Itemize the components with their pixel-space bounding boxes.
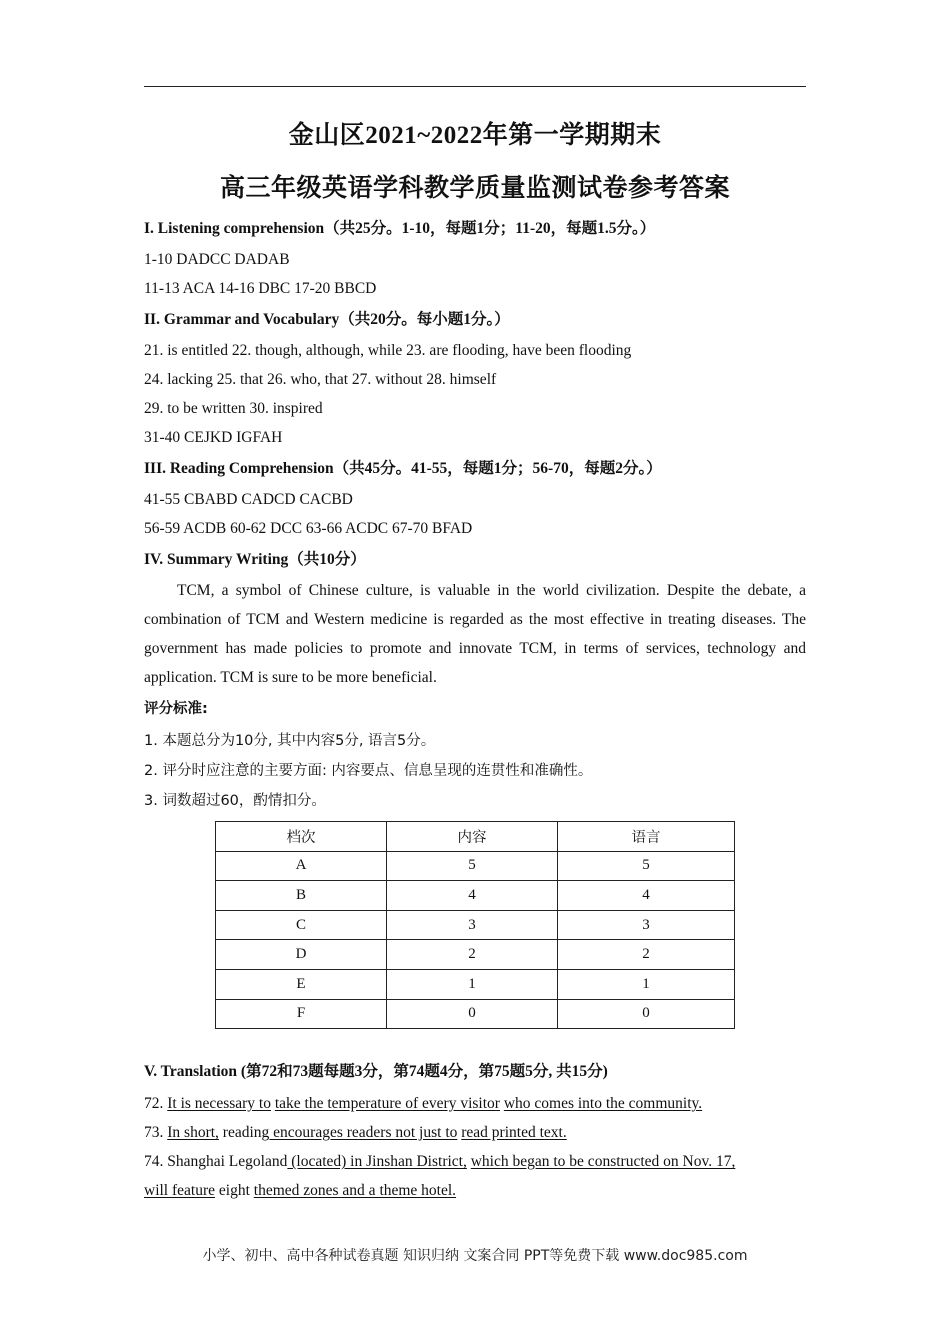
table-header-row (216, 822, 735, 852)
column-header-language: 语言 (558, 822, 735, 852)
table-cell: 1 (558, 969, 735, 999)
answer-line: 31-40 CEJKD IGFAH (144, 429, 283, 446)
grading-table (215, 821, 735, 1029)
plain-segment: eight (215, 1182, 254, 1199)
answer-line: 11-13 ACA 14-16 DBC 17-20 BBCD (144, 280, 377, 297)
section-2-heading: II. Grammar and Vocabulary（共20分。每小题1分。） (144, 311, 510, 328)
table-row (216, 940, 735, 970)
table-cell: 5 (558, 851, 735, 881)
answer-line: 21. is entitled 22. though, although, while 23. are flooding, have been flooding (144, 342, 632, 359)
answer-segment: will feature (144, 1182, 216, 1199)
answer-segment: It is necessary to (167, 1095, 271, 1112)
table-cell: 1 (387, 969, 558, 999)
answer-line: 56-59 ACDB 60-62 DCC 63-66 ACDC 67-70 BFAD (144, 520, 473, 537)
question-number: 73. (144, 1124, 168, 1141)
answer-line: 1-10 DADCC DADAB (144, 251, 290, 268)
section-1-heading: I. Listening comprehension（共25分。1-10，每题1分；11-20，每题1.5分。） (144, 220, 656, 237)
table-cell: D (216, 940, 387, 970)
translation-74-line2 (144, 1181, 806, 1201)
section-3-heading: III. Reading Comprehension（共45分。41-55，每题1分；56-70，每题2分。） (144, 460, 662, 477)
answer-segment: read printed text. (461, 1124, 567, 1141)
table-cell: 4 (387, 881, 558, 911)
column-header-grade: 档次 (216, 822, 387, 852)
question-number: 72. (144, 1095, 168, 1112)
answer-segment: take the temperature of every visitor (274, 1095, 500, 1112)
table-cell: 3 (387, 910, 558, 940)
table-cell: 5 (387, 851, 558, 881)
answer-line: 29. to be written 30. inspired (144, 400, 323, 417)
table-cell: 2 (558, 940, 735, 970)
question-number: 74. Shanghai Legoland (144, 1153, 288, 1170)
table-row (216, 881, 735, 911)
top-rule (144, 86, 806, 87)
page-subtitle: 高三年级英语学科教学质量监测试卷参考答案 (219, 175, 730, 202)
criteria-item: 3. 词数超过60，酌情扣分。 (144, 793, 326, 809)
table-cell: E (216, 969, 387, 999)
translation-73 (144, 1123, 806, 1143)
page-title: 金山区2021~2022年第一学期期末 (288, 122, 662, 149)
page-footer: 小学、初中、高中各种试卷真题 知识归纳 文案合同 PPT等免费下载 www.doc985.com (202, 1248, 748, 1264)
table-cell: B (216, 881, 387, 911)
table-cell: 4 (558, 881, 735, 911)
answer-segment: which began to be constructed on Nov. 17, (470, 1153, 736, 1170)
table-cell: A (216, 851, 387, 881)
answer-segment: themed zones and a theme hotel. (253, 1182, 457, 1199)
answer-segment: who comes into the community. (503, 1095, 703, 1112)
table-cell: 3 (558, 910, 735, 940)
table-row (216, 999, 735, 1029)
answer-segment: In short, (167, 1124, 219, 1141)
column-header-content: 内容 (387, 822, 558, 852)
table-cell: C (216, 910, 387, 940)
criteria-item: 1. 本题总分为10分, 其中内容5分, 语言5分。 (144, 733, 436, 749)
section-4-heading: IV. Summary Writing（共10分） (144, 551, 366, 568)
summary-paragraph: TCM, a symbol of Chinese culture, is valuable in the world civilization. Despite the debate, a combination of TCM and Western medicine is regarded as the most effective in treating diseases. The government has made policies to promote and innovate TCM, in terms of services, technology and application. TCM is sure to be more beneficial. (144, 582, 806, 686)
table-cell: F (216, 999, 387, 1029)
criteria-title: 评分标准: (144, 701, 208, 717)
table-row (216, 910, 735, 940)
answer-line: 41-55 CBABD CADCD CACBD (144, 491, 353, 508)
table-cell: 0 (558, 999, 735, 1029)
table-cell: 0 (387, 999, 558, 1029)
translation-72 (144, 1094, 806, 1114)
translation-74-line1 (144, 1152, 806, 1172)
answer-segment: g encourages readers not just to (261, 1124, 458, 1141)
table-row (216, 851, 735, 881)
answer-line: 24. lacking 25. that 26. who, that 27. without 28. himself (144, 371, 497, 388)
section-5-heading: V. Translation (第72和73题每题3分，第74题4分，第75题5分, 共15分) (144, 1063, 608, 1080)
plain-segment: readin (218, 1124, 262, 1141)
table-row (216, 969, 735, 999)
answer-segment: (located) in Jinshan District, (287, 1153, 467, 1170)
criteria-item: 2. 评分时应注意的主要方面: 内容要点、信息呈现的连贯性和准确性。 (144, 763, 593, 779)
table-cell: 2 (387, 940, 558, 970)
